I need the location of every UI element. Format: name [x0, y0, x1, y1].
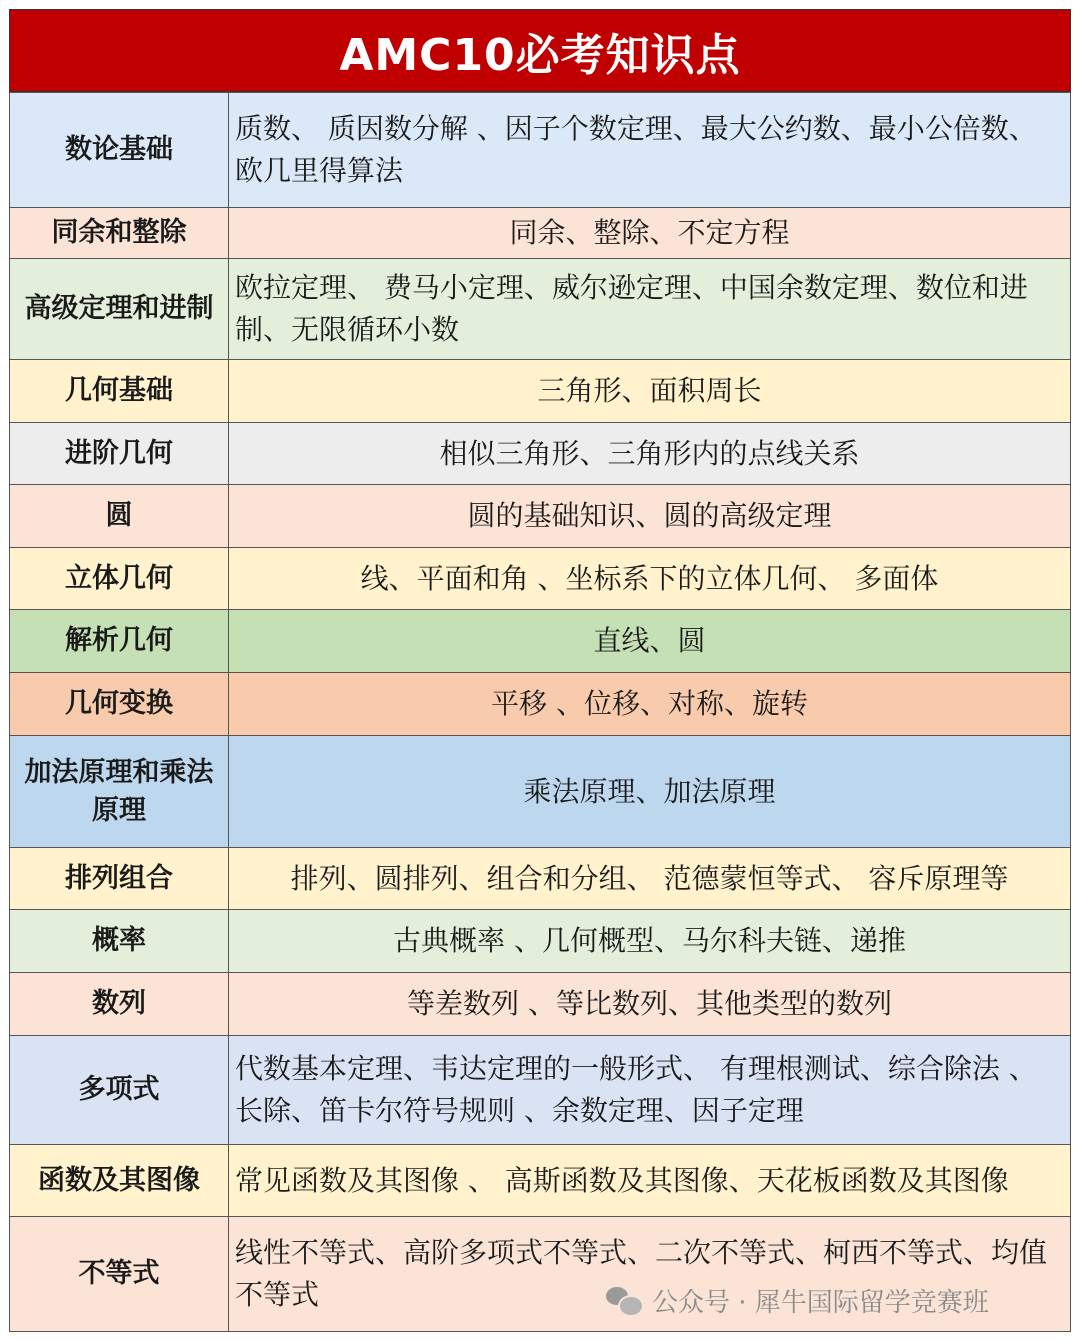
topic-content: 平移 、位移、对称、旋转 — [229, 673, 1071, 736]
table-row — [10, 1145, 1071, 1217]
topic-content: 等差数列 、等比数列、其他类型的数列 — [229, 973, 1071, 1036]
topic-content: 线性不等式、高阶多项式不等式、二次不等式、柯西不等式、均值不等式 — [229, 1217, 1071, 1332]
page-title: AMC10必考知识点 — [9, 9, 1071, 92]
topic-label: 圆 — [10, 485, 229, 548]
table-row — [10, 259, 1071, 360]
topic-content: 三角形、面积周长 — [229, 360, 1071, 423]
topic-content: 古典概率 、几何概型、马尔科夫链、递推 — [229, 910, 1071, 973]
table-row — [10, 736, 1071, 848]
table-row — [10, 93, 1071, 208]
wechat-icon — [606, 1285, 642, 1315]
topic-label: 排列组合 — [10, 848, 229, 910]
topic-content: 圆的基础知识、圆的高级定理 — [229, 485, 1071, 548]
table-row — [10, 548, 1071, 610]
table-row — [10, 973, 1071, 1036]
topic-content: 代数基本定理、韦达定理的一般形式、 有理根测试、综合除法 、长除、笛卡尔符号规则 、余数定理、因子定理 — [229, 1036, 1071, 1145]
table-row — [10, 910, 1071, 973]
topic-label: 多项式 — [10, 1036, 229, 1145]
table-row — [10, 485, 1071, 548]
topic-content: 质数、 质因数分解 、因子个数定理、最大公约数、最小公倍数、欧几里得算法 — [229, 93, 1071, 208]
topic-content: 排列、圆排列、组合和分组、 范德蒙恒等式、 容斥原理等 — [229, 848, 1071, 910]
topic-label: 概率 — [10, 910, 229, 973]
table-row — [10, 208, 1071, 259]
topic-label: 加法原理和乘法原理 — [10, 736, 229, 848]
topic-label: 解析几何 — [10, 610, 229, 673]
table-row — [10, 423, 1071, 485]
topic-content: 线、平面和角 、坐标系下的立体几何、 多面体 — [229, 548, 1071, 610]
topic-content: 同余、整除、不定方程 — [229, 208, 1071, 259]
topic-label: 进阶几何 — [10, 423, 229, 485]
table-row — [10, 848, 1071, 910]
topic-label: 高级定理和进制 — [10, 259, 229, 360]
topic-label: 同余和整除 — [10, 208, 229, 259]
topic-label: 函数及其图像 — [10, 1145, 229, 1217]
topic-label: 立体几何 — [10, 548, 229, 610]
watermark-text: 公众号 · 犀牛国际留学竞赛班 — [652, 1287, 989, 1318]
table-row — [10, 360, 1071, 423]
knowledge-table — [9, 92, 1071, 1332]
table-row — [10, 673, 1071, 736]
topic-label: 几何基础 — [10, 360, 229, 423]
topic-content: 欧拉定理、 费马小定理、威尔逊定理、中国余数定理、数位和进制、无限循环小数 — [229, 259, 1071, 360]
knowledge-sheet — [9, 9, 1071, 1332]
watermark — [606, 1280, 989, 1320]
topic-label: 不等式 — [10, 1217, 229, 1332]
topic-content: 直线、圆 — [229, 610, 1071, 673]
table-row — [10, 610, 1071, 673]
table-row — [10, 1036, 1071, 1145]
topic-label: 数论基础 — [10, 93, 229, 208]
topic-content: 乘法原理、加法原理 — [229, 736, 1071, 848]
topic-label: 几何变换 — [10, 673, 229, 736]
topic-content: 相似三角形、三角形内的点线关系 — [229, 423, 1071, 485]
topic-content: 常见函数及其图像 、 高斯函数及其图像、天花板函数及其图像 — [229, 1145, 1071, 1217]
topic-label: 数列 — [10, 973, 229, 1036]
